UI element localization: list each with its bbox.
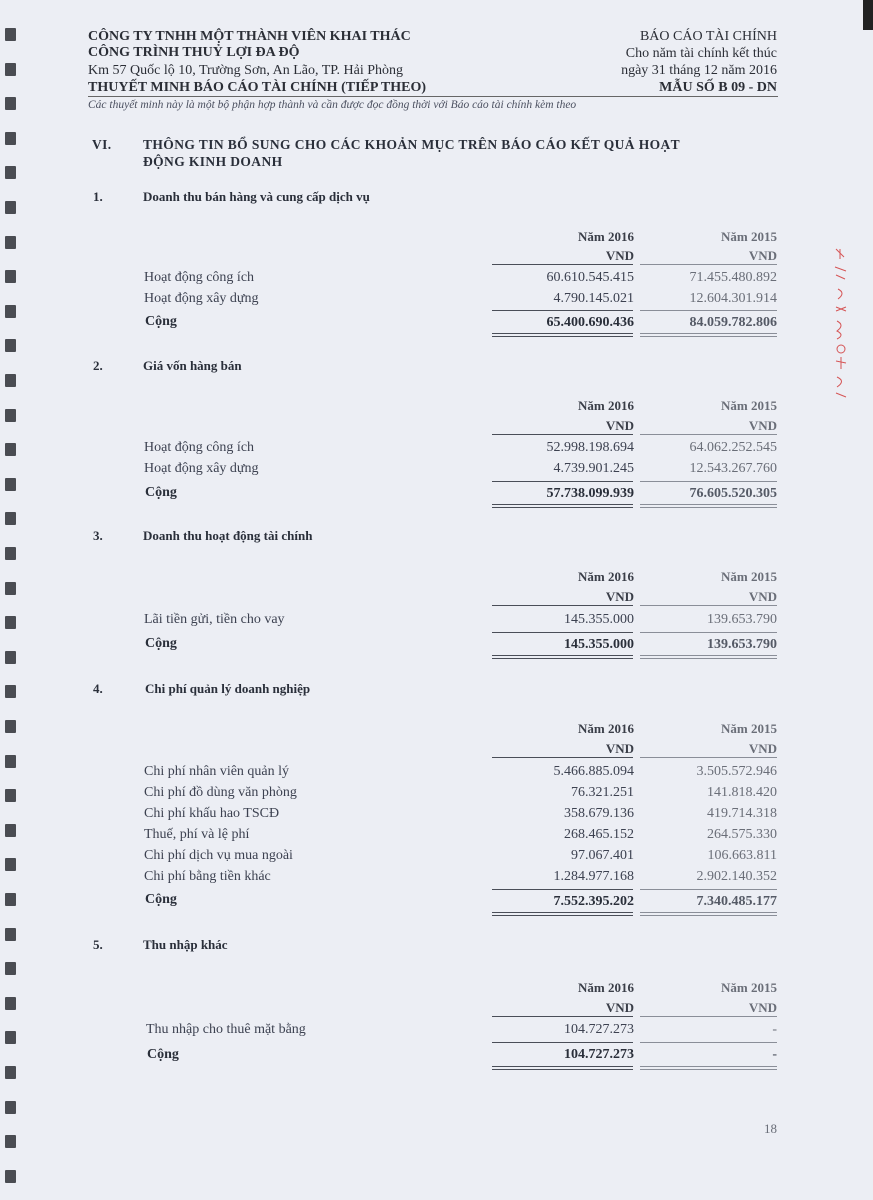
binding-hole xyxy=(5,1031,16,1044)
s2-header-rule-2015 xyxy=(640,434,777,435)
s3-double-rule-2015 xyxy=(640,655,777,656)
doc-title: THUYẾT MINH BÁO CÁO TÀI CHÍNH (TIẾP THEO) xyxy=(88,80,427,95)
company-name-line2: CÔNG TRÌNH THUỶ LỢI ĐA ĐỘ xyxy=(88,45,300,60)
s3-header-rule-2015 xyxy=(640,605,777,606)
s4-total-rule-2015 xyxy=(640,889,777,890)
binding-hole xyxy=(5,547,16,560)
spiral-binding xyxy=(5,28,19,1178)
s1-col-2015: Năm 2015 xyxy=(721,229,777,244)
subsection-5-title: Thu nhập khác xyxy=(143,937,228,952)
s1-unit-2015: VND xyxy=(748,248,777,263)
s1-total-label: Cộng xyxy=(145,314,177,329)
binding-hole xyxy=(5,962,16,975)
s3-double-rule-2016 xyxy=(492,655,633,656)
binding-hole xyxy=(5,858,16,871)
binding-hole xyxy=(5,201,16,214)
header-note: Các thuyết minh này là một bộ phận hợp thành và cần được đọc đồng thời với Báo cáo tài chính kèm theo xyxy=(88,99,577,111)
s5-double-rule-2016 xyxy=(492,1066,633,1067)
s5-unit-2016: VND xyxy=(605,1000,634,1015)
section-number: VI. xyxy=(92,137,112,152)
s4-row-label: Thuế, phí và lệ phí xyxy=(144,827,250,842)
s2-total-rule-2015 xyxy=(640,481,777,482)
binding-hole xyxy=(5,1170,16,1183)
binding-hole xyxy=(5,1066,16,1079)
binding-hole xyxy=(5,685,16,698)
s2-row-2016: 4.739.901.245 xyxy=(553,461,634,476)
s1-header-rule-2015 xyxy=(640,264,777,265)
s4-row-2016: 5.466.885.094 xyxy=(553,764,634,779)
s5-double-rule-2015 xyxy=(640,1066,777,1067)
s1-double-rule-2016 xyxy=(492,336,633,337)
s4-header-rule-2015 xyxy=(640,757,777,758)
report-title: BÁO CÁO TÀI CHÍNH xyxy=(639,29,777,44)
s2-unit-2016: VND xyxy=(605,418,634,433)
s4-row-2016: 76.321.251 xyxy=(571,785,634,800)
red-initial-stamp-icon xyxy=(830,245,852,400)
s5-col-2016: Năm 2016 xyxy=(578,980,634,995)
s1-row-2016: 60.610.545.415 xyxy=(546,270,634,285)
s4-row-label: Chi phí dịch vụ mua ngoài xyxy=(144,848,293,863)
report-period-line2: ngày 31 tháng 12 năm 2016 xyxy=(621,63,777,78)
s4-row-label: Chi phí khấu hao TSCĐ xyxy=(144,806,280,821)
s4-col-2016: Năm 2016 xyxy=(578,721,634,736)
s2-total-label: Cộng xyxy=(145,485,177,500)
binding-hole xyxy=(5,339,16,352)
subsection-3-title: Doanh thu hoạt động tài chính xyxy=(143,528,313,543)
s3-col-2016: Năm 2016 xyxy=(578,569,634,584)
scan-corner-mark xyxy=(863,0,873,30)
s2-double-rule-2015 xyxy=(640,504,777,505)
binding-hole xyxy=(5,28,16,41)
s2-row-2015: 12.543.267.760 xyxy=(689,461,777,476)
s4-double-rule-2015 xyxy=(640,912,777,913)
s5-double-rule-2016 xyxy=(492,1069,633,1070)
binding-hole xyxy=(5,928,16,941)
s3-row-2016: 145.355.000 xyxy=(564,612,634,627)
subsection-2-number: 2. xyxy=(93,358,103,373)
s3-total-2016: 145.355.000 xyxy=(564,637,634,652)
binding-hole xyxy=(5,997,16,1010)
subsection-4-number: 4. xyxy=(93,681,103,696)
section-title-line2: ĐỘNG KINH DOANH xyxy=(143,154,283,169)
subsection-1-title: Doanh thu bán hàng và cung cấp dịch vụ xyxy=(143,189,370,204)
binding-hole xyxy=(5,305,16,318)
s3-row-label: Lãi tiền gửi, tiền cho vay xyxy=(144,612,285,627)
s4-total-label: Cộng xyxy=(145,892,177,907)
subsection-5-number: 5. xyxy=(93,937,103,952)
s2-header-rule-2016 xyxy=(492,434,633,435)
binding-hole xyxy=(5,409,16,422)
s1-row-label: Hoạt động công ích xyxy=(144,270,255,285)
s4-row-2016: 1.284.977.168 xyxy=(553,869,634,884)
report-period-line1: Cho năm tài chính kết thúc xyxy=(625,46,777,61)
s3-total-rule-2015 xyxy=(640,632,777,633)
s3-unit-2015: VND xyxy=(748,589,777,604)
subsection-3-number: 3. xyxy=(93,528,103,543)
s4-double-rule-2016 xyxy=(492,915,633,916)
s4-unit-2016: VND xyxy=(605,741,634,756)
s3-col-2015: Năm 2015 xyxy=(721,569,777,584)
binding-hole xyxy=(5,374,16,387)
s1-double-rule-2016 xyxy=(492,333,633,334)
s2-total-rule-2016 xyxy=(492,481,633,482)
s2-double-rule-2015 xyxy=(640,507,777,508)
binding-hole xyxy=(5,755,16,768)
s2-row-label: Hoạt động công ích xyxy=(144,440,255,455)
binding-hole xyxy=(5,97,16,110)
s2-unit-2015: VND xyxy=(748,418,777,433)
s3-double-rule-2016 xyxy=(492,658,633,659)
s1-row-label: Hoạt động xây dựng xyxy=(144,291,259,306)
binding-hole xyxy=(5,1101,16,1114)
s1-total-rule-2016 xyxy=(492,310,633,311)
binding-hole xyxy=(5,1135,16,1148)
subsection-1-number: 1. xyxy=(93,189,103,204)
s1-double-rule-2015 xyxy=(640,336,777,337)
header-divider xyxy=(88,96,778,97)
page-number: 18 xyxy=(764,1121,777,1136)
s1-header-rule-2016 xyxy=(492,264,633,265)
s1-row-2015: 71.455.480.892 xyxy=(689,270,777,285)
binding-hole xyxy=(5,166,16,179)
s5-col-2015: Năm 2015 xyxy=(721,980,777,995)
s4-row-2015: 106.663.811 xyxy=(707,848,777,863)
s4-unit-2015: VND xyxy=(748,741,777,756)
s4-row-2016: 268.465.152 xyxy=(564,827,634,842)
binding-hole xyxy=(5,236,16,249)
binding-hole xyxy=(5,789,16,802)
s4-header-rule-2016 xyxy=(492,757,633,758)
binding-hole xyxy=(5,582,16,595)
binding-hole xyxy=(5,478,16,491)
s4-total-rule-2016 xyxy=(492,889,633,890)
s4-row-label: Chi phí bằng tiền khác xyxy=(144,869,271,884)
s5-total-2015: - xyxy=(772,1047,777,1062)
s2-total-2015: 76.605.520.305 xyxy=(689,486,777,501)
s4-row-2016: 97.067.401 xyxy=(571,848,634,863)
s5-total-rule-2016 xyxy=(492,1042,633,1043)
s5-row-label: Thu nhập cho thuê mặt bằng xyxy=(146,1022,306,1037)
binding-hole xyxy=(5,270,16,283)
s3-double-rule-2015 xyxy=(640,658,777,659)
s1-total-2015: 84.059.782.806 xyxy=(689,315,777,330)
s3-total-label: Cộng xyxy=(145,636,177,651)
s5-double-rule-2015 xyxy=(640,1069,777,1070)
company-name-line1: CÔNG TY TNHH MỘT THÀNH VIÊN KHAI THÁC xyxy=(88,29,411,44)
s1-total-2016: 65.400.690.436 xyxy=(546,315,634,330)
s4-row-2015: 141.818.420 xyxy=(707,785,777,800)
s4-row-2015: 419.714.318 xyxy=(707,806,777,821)
s2-total-2016: 57.738.099.939 xyxy=(546,486,634,501)
s1-total-rule-2015 xyxy=(640,310,777,311)
binding-hole xyxy=(5,616,16,629)
binding-hole xyxy=(5,132,16,145)
section-title-line1: THÔNG TIN BỔ SUNG CHO CÁC KHOẢN MỤC TRÊN BÁO CÁO KẾT QUẢ HOẠT xyxy=(143,137,681,152)
s2-double-rule-2016 xyxy=(492,504,633,505)
s1-col-2016: Năm 2016 xyxy=(578,229,634,244)
form-code: MẪU SỐ B 09 - DN xyxy=(659,80,777,95)
s4-col-2015: Năm 2015 xyxy=(721,721,777,736)
binding-hole xyxy=(5,893,16,906)
s5-total-rule-2015 xyxy=(640,1042,777,1043)
s2-row-2015: 64.062.252.545 xyxy=(689,440,777,455)
s2-row-2016: 52.998.198.694 xyxy=(546,440,634,455)
binding-hole xyxy=(5,651,16,664)
s5-unit-2015: VND xyxy=(748,1000,777,1015)
s4-double-rule-2015 xyxy=(640,915,777,916)
s1-double-rule-2015 xyxy=(640,333,777,334)
subsection-4-title: Chi phí quản lý doanh nghiệp xyxy=(145,681,311,696)
s4-row-2016: 358.679.136 xyxy=(564,806,634,821)
subsection-2-title: Giá vốn hàng bán xyxy=(143,358,242,373)
s4-row-label: Chi phí đồ dùng văn phòng xyxy=(144,785,297,800)
s2-row-label: Hoạt động xây dựng xyxy=(144,461,259,476)
binding-hole xyxy=(5,443,16,456)
s1-row-2016: 4.790.145.021 xyxy=(553,291,634,306)
binding-hole xyxy=(5,720,16,733)
s4-double-rule-2016 xyxy=(492,912,633,913)
s1-unit-2016: VND xyxy=(605,248,634,263)
company-address: Km 57 Quốc lộ 10, Trường Sơn, An Lão, TP. Hải Phòng xyxy=(88,63,403,78)
s3-header-rule-2016 xyxy=(492,605,633,606)
s4-row-2015: 3.505.572.946 xyxy=(696,764,777,779)
binding-hole xyxy=(5,824,16,837)
s2-double-rule-2016 xyxy=(492,507,633,508)
s4-row-label: Chi phí nhân viên quản lý xyxy=(144,764,290,779)
s3-unit-2016: VND xyxy=(605,589,634,604)
s5-header-rule-2016 xyxy=(492,1016,633,1017)
s4-row-2015: 264.575.330 xyxy=(707,827,777,842)
s3-total-2015: 139.653.790 xyxy=(707,637,777,652)
s3-total-rule-2016 xyxy=(492,632,633,633)
s5-header-rule-2015 xyxy=(640,1016,777,1017)
s3-row-2015: 139.653.790 xyxy=(707,612,777,627)
s1-row-2015: 12.604.301.914 xyxy=(689,291,777,306)
binding-hole xyxy=(5,63,16,76)
s2-col-2016: Năm 2016 xyxy=(578,398,634,413)
s5-total-2016: 104.727.273 xyxy=(564,1047,634,1062)
s4-total-2016: 7.552.395.202 xyxy=(553,894,634,909)
s4-total-2015: 7.340.485.177 xyxy=(696,894,777,909)
s5-row-2015: - xyxy=(772,1022,777,1037)
s5-total-label: Cộng xyxy=(147,1047,179,1062)
binding-hole xyxy=(5,512,16,525)
s4-row-2015: 2.902.140.352 xyxy=(696,869,777,884)
s2-col-2015: Năm 2015 xyxy=(721,398,777,413)
s5-row-2016: 104.727.273 xyxy=(564,1022,634,1037)
